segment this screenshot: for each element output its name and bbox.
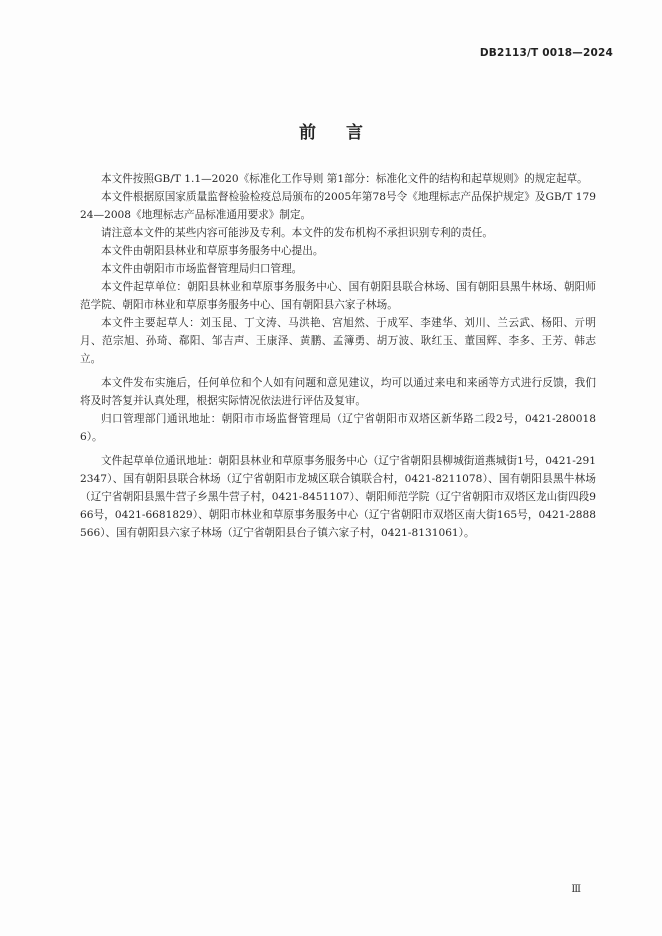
foreword-body xyxy=(80,170,596,542)
paragraph-patent-notice: 请注意本文件的某些内容可能涉及专利。本文件的发布机构不承担识别专利的责任。 xyxy=(101,227,493,239)
paragraph-basis: 本文件根据原国家质量监督检验检疫总局颁布的2005年第78号令《地理标志产品保护规定》及GB/T 17924—2008《地理标志产品标准通用要求》制定。 xyxy=(80,191,596,221)
paragraph-admin-address: 归口管理部门通讯地址：朝阳市市场监督管理局（辽宁省朝阳市双塔区新华路二段2号，0421-2800186）。 xyxy=(80,413,596,443)
paragraph-administrator: 本文件由朝阳市市场监督管理局归口管理。 xyxy=(101,263,303,275)
paragraph-drafting-rules: 本文件按照GB/T 1.1—2020《标准化工作导则 第1部分：标准化文件的结构和起草规则》的规定起草。 xyxy=(101,173,588,185)
paragraph-unit-addresses: 文件起草单位通讯地址：朝阳县林业和草原事务服务中心（辽宁省朝阳县柳城街道燕城街1号，0421-2912347）、国有朝阳县联合林场（辽宁省朝阳市龙城区联合镇联合村，0421-8211078）、国有朝阳县黑牛林场（辽宁省朝阳县黑牛营子乡黑牛营子村，0421-8451107）、朝阳师范学院（辽宁省朝阳市双塔区龙山街四段966号，0421-6681829）、朝阳市林业和草原事务服务中心（辽宁省朝阳市双塔区南大街165号，0421-2888566）、国有朝阳县六家子林场（辽宁省朝阳县台子镇六家子村，0421-8131061）。 xyxy=(80,455,596,539)
paragraph-drafting-units: 本文件起草单位：朝阳县林业和草原事务服务中心、国有朝阳县联合林场、国有朝阳县黑牛林场、朝阳师范学院、朝阳市林业和草原事务服务中心、国有朝阳县六家子林场。 xyxy=(80,281,596,311)
paragraph-proposer: 本文件由朝阳县林业和草原事务服务中心提出。 xyxy=(101,245,324,257)
page-number: Ⅲ xyxy=(571,884,581,895)
document-code: DB2113/T 0018—2024 xyxy=(479,47,613,59)
page-title: 前言 xyxy=(299,123,393,143)
paragraph-drafters: 本文件主要起草人：刘玉昆、丁文涛、马洪艳、宫旭然、于成军、李建华、刘川、兰云武、杨阳、亓明月、范宗旭、孙琦、郗阳、邹吉声、王康泽、黄鹏、孟簿勇、胡万波、耿红玉、董国辉、李多、王芳、韩志立。 xyxy=(80,317,596,365)
paragraph-feedback: 本文件发布实施后，任何单位和个人如有问题和意见建议，均可以通过来电和来函等方式进行反馈，我们将及时答复并认真处理，根据实际情况依法进行评估及复审。 xyxy=(80,377,596,407)
